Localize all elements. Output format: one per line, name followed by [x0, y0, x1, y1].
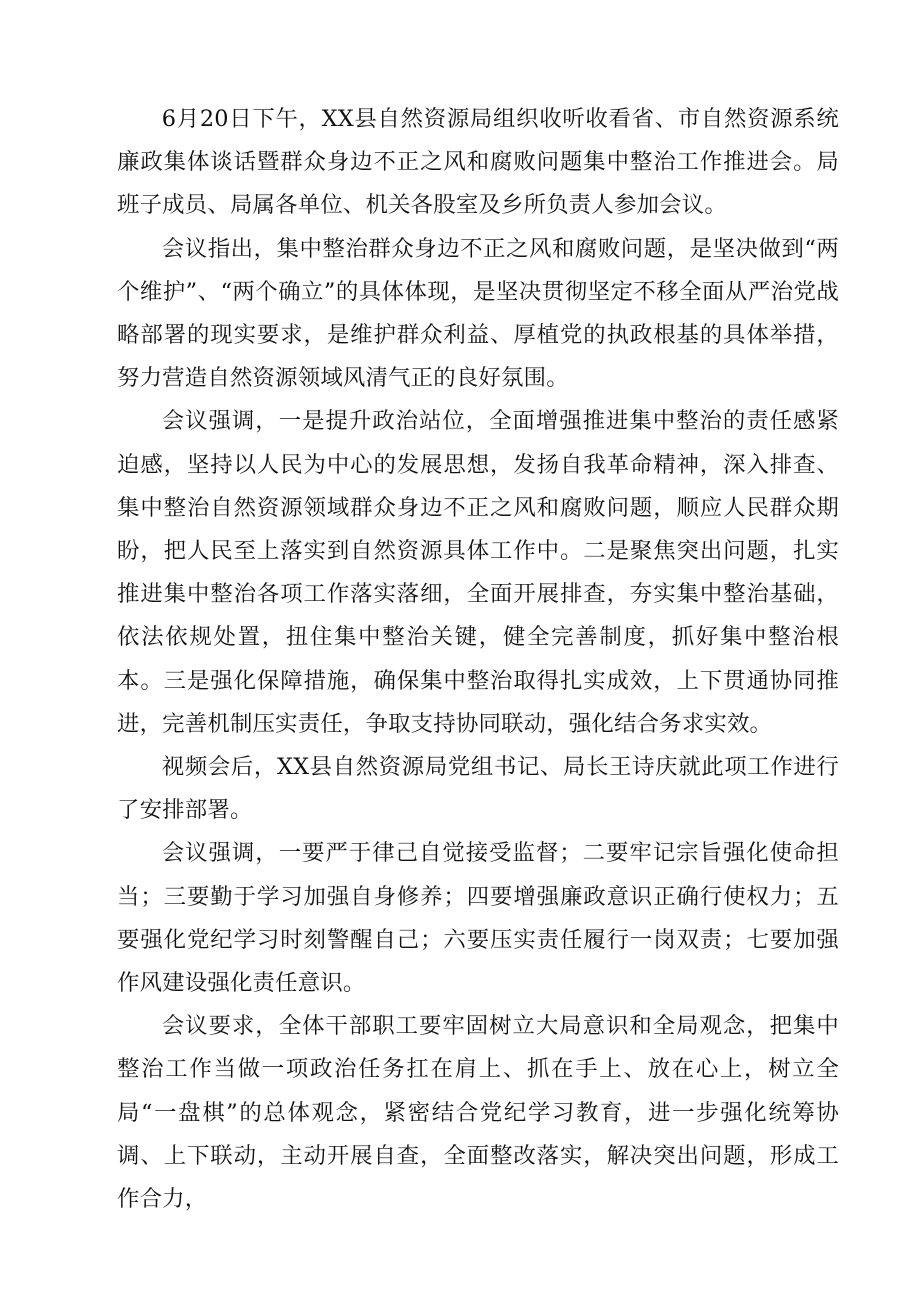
paragraph-meeting-intro: 6月20日下午，XX县自然资源局组织收听收看省、市自然资源系统廉政集体谈话暨群众身边不正之风和腐败问题集中整治工作推进会。局班子成员、局属各单位、机关各股室及乡所负责人参加会议。: [117, 106, 839, 219]
paragraph-meeting-emphasis: 会议强调，一是提升政治站位，全面增强推进集中整治的责任感紧迫感，坚持以人民为中心的发展思想，发扬自我革命精神，深入排查、集中整治自然资源领域群众身边不正之风和腐败问题，顺应人民群众期盼，把人民至上落实到自然资源具体工作中。二是聚焦突出问题，扎实推进集中整治各项工作落实落细，全面开展排查，夯实集中整治基础，依法依规处置，扭住集中整治关键，健全完善制度，抓好集中整治根本。三是强化保障措施，确保集中整治取得扎实成效，上下贯通协同推进，完善机制压实责任，争取支持协同联动，强化结合务求实效。: [117, 408, 839, 737]
paragraph-meeting-requirements: 会议要求，全体干部职工要牢固树立大局意识和全局观念，把集中整治工作当做一项政治任务扛在肩上、抓在手上、放在心上，树立全局“一盘棋”的总体观念，紧密结合党纪学习教育，进一步强化统筹协调、上下联动，主动开展自查，全面整改落实，解决突出问题，形成工作合力，: [117, 1013, 839, 1213]
paragraph-after-video: 视频会后，XX县自然资源局党组书记、局长王诗庆就此项工作进行了安排部署。: [117, 754, 839, 824]
paragraph-meeting-points: 会议指出，集中整治群众身边不正之风和腐败问题，是坚决做到“两个维护”、“两个确立”的具体体现，是坚决贯彻坚定不移全面从严治党战略部署的现实要求，是维护群众利益、厚植党的执政根基的具体举措，努力营造自然资源领域风清气正的良好氛围。: [117, 235, 839, 392]
document-body: [117, 98, 839, 1221]
paragraph-seven-requirements: 会议强调，一要严于律己自觉接受监督；二要牢记宗旨强化使命担当；三要勤于学习加强自身修养；四要增强廉政意识正确行使权力；五要强化党纪学习时刻警醒自己；六要压实责任履行一岗双责；七要加强作风建设强化责任意识。: [117, 840, 839, 997]
